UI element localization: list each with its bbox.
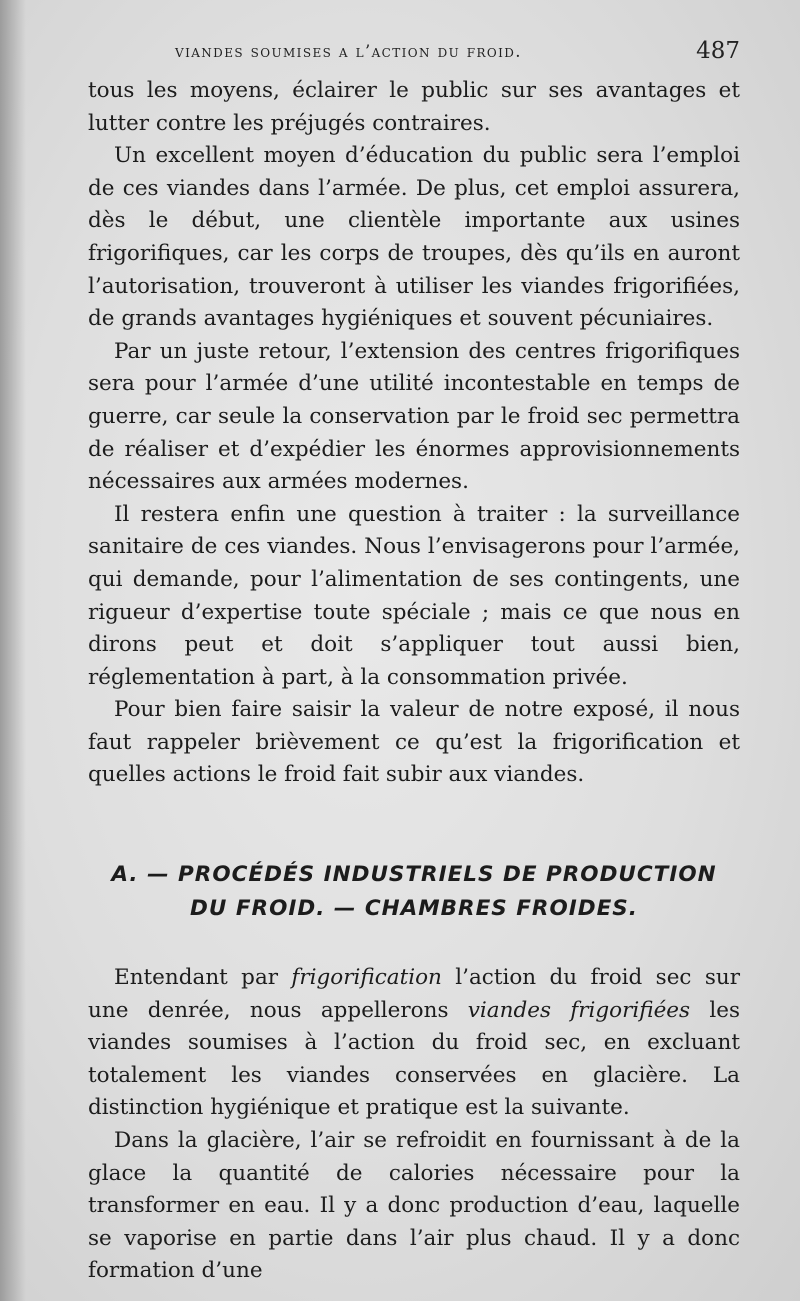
paragraph — [88, 962, 740, 1125]
paragraph: tous les moyens, éclairer le public sur ses avantages et lutter contre les préjugés contraires. — [88, 78, 740, 136]
text-run: l’action du froid sec sur une denrée, nous appellerons — [88, 965, 740, 1023]
text-run: Entendant par — [114, 965, 292, 990]
section-heading — [88, 858, 740, 926]
paragraph: Il restera enfin une question à traiter : la surveillance sanitaire de ces viandes. Nous l’envisagerons pour l’armée, qui demande, pour l’alimentation de ses contingents, une rigueur d’expertise toute spéciale ; mais ce que nous en dirons peut et doit s’appliquer tout aussi bien, réglementation à part, à la consommation privée. — [88, 501, 740, 690]
page-header — [175, 38, 740, 74]
page-gutter-shadow — [0, 0, 26, 1301]
paragraph: Dans la glacière, l’air se refroidit en fournissant à de la glace la quantité de calories nécessaire pour la transformer en eau. Il y a donc production d’eau, laquelle se vaporise en partie dans l’air plus chaud. Il y a donc formation d’une — [88, 1127, 740, 1284]
paragraph: Par un juste retour, l’extension des centres frigorifiques sera pour l’armée d’une utilité incontestable en temps de guerre, car seule la conservation par le froid sec permettra de réaliser et d’expédier les énormes approvisionnements nécessaires aux armées modernes. — [88, 338, 740, 495]
text-run: les viandes soumises à l’action du froid sec, en excluant totalement les viandes conservées en glacière. La distinction hygiénique et pratique est la suivante. — [88, 997, 740, 1121]
italic-term: viandes frigorifiées — [467, 997, 691, 1023]
section-text — [88, 962, 740, 1288]
main-text — [88, 75, 740, 792]
paragraph: Pour bien faire saisir la valeur de notre exposé, il nous faut rappeler brièvement ce qu’est la frigorification et quelles actions le froid fait subir aux viandes. — [88, 697, 740, 788]
paragraph: Un excellent moyen d’éducation du public sera l’emploi de ces viandes dans l’armée. De plus, cet emploi assurera, dès le début, une clientèle importante aux usines frigorifiques, car les corps de troupes, dès qu’ils en auront l’autorisation, trouveront à utiliser les viandes frigorifiées, de grands avantages hygiéniques et souvent pécuniaires. — [88, 143, 740, 332]
section-heading-line: DU FROID. — CHAMBRES FROIDES. — [190, 896, 638, 921]
italic-term: frigorification — [291, 965, 442, 990]
running-title: viandes soumises a l’action du froid. — [175, 42, 522, 61]
page-number: 487 — [696, 38, 740, 64]
section-heading-line: A. — PROCÉDÉS INDUSTRIELS DE PRODUCTION — [111, 862, 717, 887]
